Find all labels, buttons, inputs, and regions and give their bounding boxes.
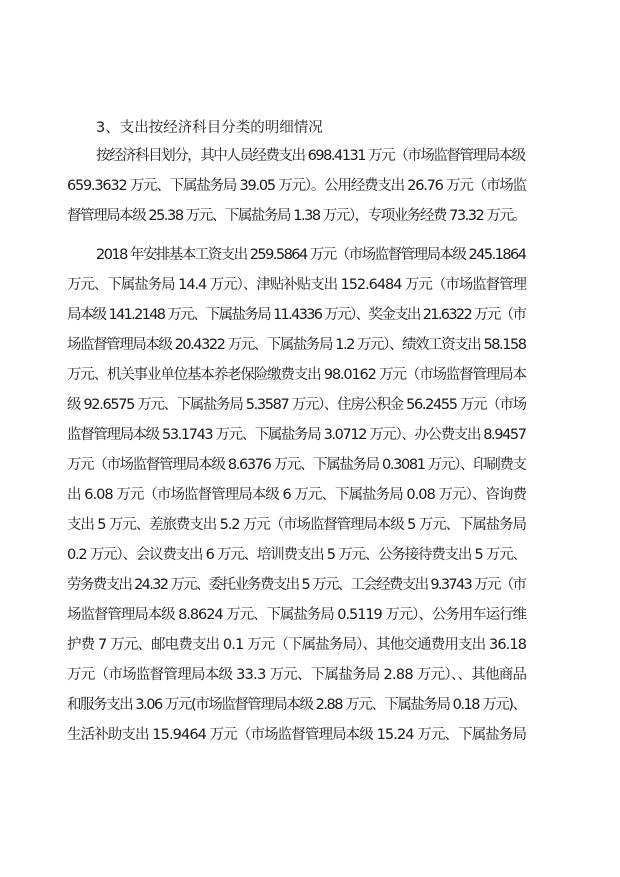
text-line: 万元、机关事业单位基本养老保险缴费支出 98.0162 万元（市场监督管理局本	[67, 367, 526, 383]
text-line: 万元（市场监督管理局本级 8.6376 万元、下属盐务局 0.3081 万元）、印刷费支	[67, 457, 526, 473]
text-line: 万元（市场监督管理局本级 33.3 万元、下属盐务局 2.88 万元）、、其他商品	[67, 667, 527, 683]
text-line: 和服务支出 3.06 万元(市场监督管理局本级 2.88 万元、下属盐务局 0.18 万元)、	[67, 697, 526, 713]
text-line: 级 92.6575 万元、下属盐务局 5.3587 万元）、住房公积金 56.2455 万元（市场	[67, 397, 526, 413]
text-line: 监督管理局本级 53.1743 万元、下属盐务局 3.0712 万元）、办公费支出 8.9457	[67, 427, 526, 443]
text-line: 2018 年安排基本工资支出 259.5864 万元（市场监督管理局本级 245.1864	[96, 247, 526, 263]
text-line: 出 6.08 万元（市场监督管理局本级 6 万元、下属盐务局 0.08 万元）、咨询费	[67, 487, 527, 503]
text-line: 场监督管理局本级 8.8624 万元、下属盐务局 0.5119 万元）、公务用车运行维	[67, 607, 526, 623]
text-line: 支出 5 万元、差旅费支出 5.2 万元（市场监督管理局本级 5 万元、下属盐务局	[67, 517, 526, 533]
text-line: 按经济科目划分，其中人员经费支出 698.4131 万元（市场监督管理局本级	[96, 148, 525, 164]
text-line: 0.2 万元）、会议费支出 6 万元、培训费支出 5 万元、公务接待费支出 5 万元、	[67, 547, 526, 563]
text-line: 659.3632 万元、下属盐务局 39.05 万元）。公用经费支出 26.76 万元（市场监	[67, 178, 526, 194]
text-line: 万元、下属盐务局 14.4 万元）、津贴补贴支出 152.6484 万元（市场监督管理	[67, 277, 526, 293]
text-line: 护费 7 万元、邮电费支出 0.1 万元（下属盐务局）、其他交通费用支出 36.18	[67, 637, 527, 653]
text-line: 劳务费支出 24.32 万元、委托业务费支出 5 万元、工会经费支出 9.3743 万元（市	[67, 577, 526, 593]
text-line: 局本级 141.2148 万元、下属盐务局 11.4336 万元）、奖金支出 21.6322 万元（市	[67, 307, 526, 323]
text-line: 生活补助支出 15.9464 万元（市场监督管理局本级 15.24 万元、下属盐务局	[67, 727, 527, 743]
section-heading: 3、支出按经济科目分类的明细情况	[96, 120, 323, 136]
text-line: 督管理局本级 25.38 万元、下属盐务局 1.38 万元），专项业务经费 73.32 万元。	[67, 208, 526, 224]
text-line: 场监督管理局本级 20.4322 万元、下属盐务局 1.2 万元）、绩效工资支出 58.158	[67, 337, 526, 353]
